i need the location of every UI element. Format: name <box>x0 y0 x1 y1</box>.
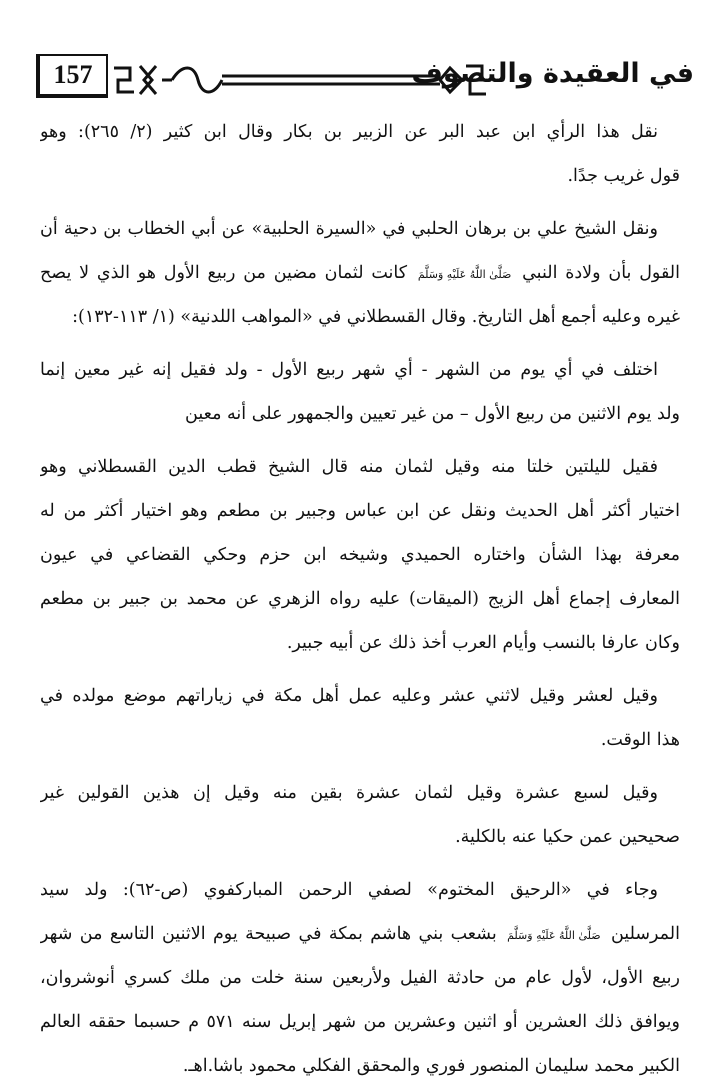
text-line: نقل هذا الرأي ابن عبد البر عن الزبير بن بكار وقال ابن كثير (٢/ ٢٦٥): وهو <box>40 122 658 142</box>
text-line: فقيل لليلتين خلتا منه وقيل لثمان منه قال الشيخ قطب الدين القسطلاني وهو <box>40 457 658 477</box>
text-line: القول بأن ولادة النبي صَلَّىٰ اللَّهُ عَلَيْهِ وَسَلَّمَ كانت لثمان مضين من ربيع الأول هو الذي لا يصح <box>40 251 680 295</box>
text-line: المعارف إجماع أهل الزيج (الميقات) عليه رواه الزهري عن محمد بن جبير بن مطعم <box>40 589 680 609</box>
text-line: غيره وعليه أجمع أهل التاريخ. وقال القسطلاني في «المواهب اللدنية» (١/ ١١٣-١٣٢): <box>72 307 680 327</box>
honorific-glyph: صَلَّىٰ اللَّهُ عَلَيْهِ وَسَلَّمَ <box>417 268 512 281</box>
text-line: وكان عارفا بالنسب وأيام العرب أخذ ذلك عن أبيه جبير. <box>286 633 680 653</box>
text-line: ولد يوم الاثنين من ربيع الأول – من غير تعيين والجمهور على أنه معين <box>185 404 680 424</box>
text-line: وقيل لعشر وقيل لاثني عشر وعليه عمل أهل مكة في زياراتهم موضع مولده في <box>40 686 658 706</box>
text-line: هذا الوقت. <box>600 730 680 750</box>
paragraph-gap <box>40 665 680 674</box>
paragraph-gap <box>40 436 680 445</box>
text-line: الكبير محمد سليمان المنصور فوري والمحقق الفكلي محمود باشا.اهـ. <box>182 1056 680 1076</box>
text-line: وجاء في «الرحيق المختوم» لصفي الرحمن المباركفوي (ص-٦٢): ولد سيد <box>40 880 658 900</box>
page-body <box>40 110 680 1088</box>
text-line: المرسلين صَلَّىٰ اللَّهُ عَلَيْهِ وَسَلَّمَ بشعب بني هاشم بمكة في صبيحة يوم الاثنين التاسع من شهر <box>40 912 680 956</box>
paragraph <box>40 674 680 762</box>
text-line: معرفة بهذا الشأن واختاره الحميدي وشيخه ابن حزم وحكي القضاعي في عيون <box>40 545 680 565</box>
text-line: صحيحين عمن حكيا عنه بالكلية. <box>455 827 680 847</box>
text-line: ونقل الشيخ علي بن برهان الحلبي في «السيرة الحلبية» عن أبي الخطاب بن دحية أن <box>40 219 658 239</box>
running-title: في العقيدة والتصوف <box>411 58 694 89</box>
paragraph-gap <box>40 198 680 207</box>
text-line: ربيع الأول، لأول عام من حادثة الفيل ولأربعين سنة خلت من ملك كسري أنوشروان، <box>40 968 680 988</box>
text-line: اختيار أكثر أهل الحديث ونقل عن ابن عباس وجبير بن مطعم وهو اختيار أكثر من له <box>40 501 680 521</box>
text-line: وقيل لسبع عشرة وقيل لثمان عشرة بقين منه وقيل إن هذين القولين غير <box>40 783 658 803</box>
paragraph-gap <box>40 859 680 868</box>
paragraph <box>40 110 680 198</box>
page-header <box>22 40 698 108</box>
paragraph <box>40 868 680 1088</box>
text-line: قول غريب جدًا. <box>567 166 680 186</box>
honorific-glyph: صَلَّىٰ اللَّهُ عَلَيْهِ وَسَلَّمَ <box>507 929 601 942</box>
paragraph <box>40 348 680 436</box>
paragraph <box>40 445 680 665</box>
text-line: اختلف في أي يوم من الشهر - أي شهر ربيع الأول - ولد فقيل إنه غير معين إنما <box>40 360 658 380</box>
text-line: ويوافق ذلك العشرين أو اثنين وعشرين من شهر إبريل سنه ٥٧١ م حسبما حققه العالم <box>40 1012 680 1032</box>
paragraph-gap <box>40 339 680 348</box>
paragraph <box>40 207 680 339</box>
paragraph <box>40 771 680 859</box>
paragraph-gap <box>40 762 680 771</box>
page-number: 157 <box>36 54 108 98</box>
